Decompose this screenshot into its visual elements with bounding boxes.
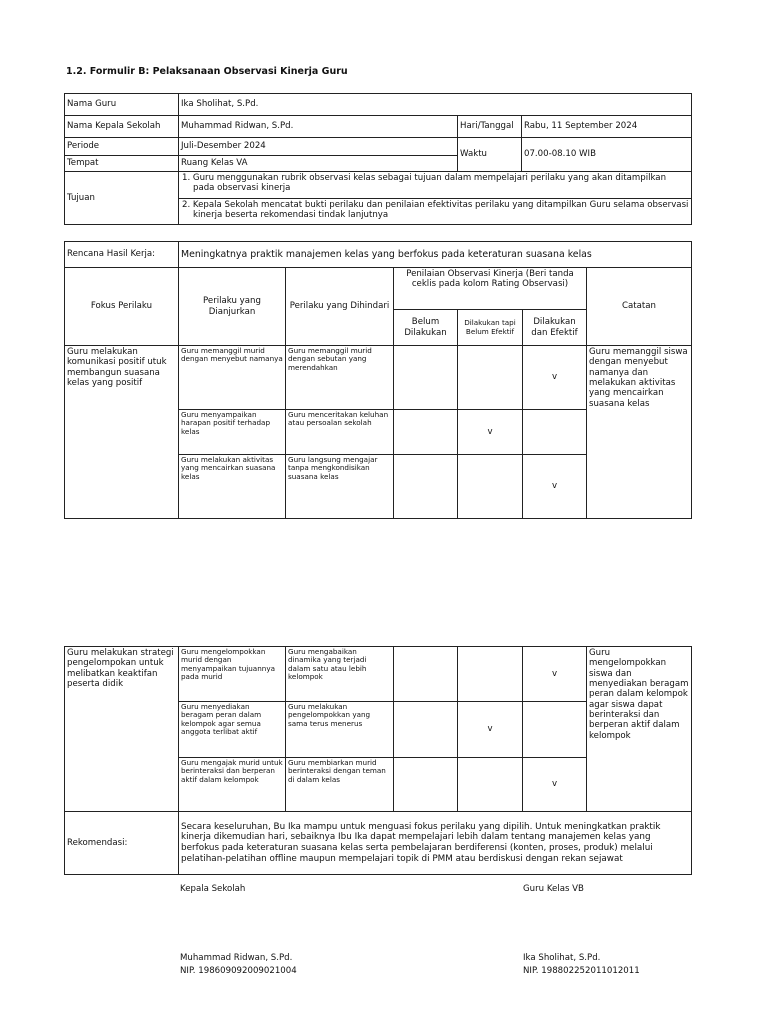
header-catatan: Catatan [587,268,692,346]
tujuan-label: Tujuan [65,172,179,225]
observation-table-2 [64,646,692,875]
rating-efektif-cell [523,410,587,455]
rating-belum-cell [394,410,458,455]
kepsek-nip: NIP. 198609092009021004 [180,966,297,976]
tujuan-item-1: 1. Guru menggunakan rubrik observasi kelas sebagai tujuan dalam mempelajari perilaku yang akan ditampilkan pada observasi kinerja [179,172,692,199]
nama-guru-label: Nama Guru [65,94,179,116]
form-title: 1.2. Formulir B: Pelaksanaan Observasi Kinerja Guru [66,66,348,77]
header-dihindari: Perilaku yang Dihindari [286,268,394,346]
rating-tapi-cell: v [458,702,523,758]
header-fokus: Fokus Perilaku [65,268,179,346]
fokus-cell-2: Guru melakukan strategi pengelompokan untuk melibatkan keaktifan peserta didik [65,647,179,812]
rekomendasi-label: Rekomendasi: [65,812,179,875]
periode-label: Periode [65,138,179,156]
rencana-label: Rencana Hasil Kerja: [65,242,179,268]
guru-nip: NIP. 198802252011012011 [523,966,640,976]
fokus-cell-1: Guru melakukan komunikasi positif utuk membangun suasana kelas yang positif [65,346,179,519]
tempat-value: Ruang Kelas VA [179,156,458,172]
rating-efektif-cell: v [523,647,587,702]
info-table [64,93,692,225]
dihindari-cell: Guru mengabaikan dinamika yang terjadi dalam satu atau lebih kelompok [286,647,394,702]
kepsek-name: Muhammad Ridwan, S.Pd. [180,953,293,963]
tujuan-item-2: 2. Kepala Sekolah mencatat bukti perilaku dan penilaian efektivitas perilaku yang ditampilkan Guru selama observasi kinerja beserta rekomendasi tindak lanjutnya [179,199,692,225]
rating-belum-cell [394,758,458,812]
rating-belum-cell [394,647,458,702]
rating-efektif-cell: v [523,758,587,812]
hari-value: Rabu, 11 September 2024 [522,116,692,138]
guru-role: Guru Kelas VB [523,884,584,894]
dihindari-cell: Guru menceritakan keluhan atau persoalan sekolah [286,410,394,455]
rating-belum-cell [394,455,458,519]
nama-guru-value: Ika Sholihat, S.Pd. [179,94,692,116]
rating-tapi-cell: v [458,410,523,455]
dianjurkan-cell: Guru memanggil murid dengan menyebut namanya [179,346,286,410]
header-efektif: Dilakukan dan Efektif [523,310,587,346]
dianjurkan-cell: Guru melakukan aktivitas yang mencairkan suasana kelas [179,455,286,519]
kepsek-role: Kepala Sekolah [180,884,246,894]
kepsek-label: Nama Kepala Sekolah [65,116,179,138]
dihindari-cell: Guru memanggil murid dengan sebutan yang merendahkan [286,346,394,410]
dianjurkan-cell: Guru menyampaikan harapan positif terhadap kelas [179,410,286,455]
dihindari-cell: Guru langsung mengajar tanpa mengkondisikan suasana kelas [286,455,394,519]
rating-efektif-cell: v [523,455,587,519]
rating-efektif-cell: v [523,346,587,410]
waktu-value: 07.00-08.10 WIB [522,138,692,172]
rating-tapi-cell [458,647,523,702]
periode-value: Juli-Desember 2024 [179,138,458,156]
rating-belum-cell [394,702,458,758]
dihindari-cell: Guru melakukan pengelompokkan yang sama terus menerus [286,702,394,758]
rating-tapi-cell [458,346,523,410]
header-dianjurkan: Perilaku yang Dianjurkan [179,268,286,346]
waktu-label: Waktu [458,138,522,172]
rating-tapi-cell [458,455,523,519]
rencana-value: Meningkatnya praktik manajemen kelas yang berfokus pada keteraturan suasana kelas [179,242,692,268]
rekomendasi-text: Secara keseluruhan, Bu Ika mampu untuk menguasi fokus perilaku yang dipilih. Untuk meningkatkan praktik kinerja dikemudian hari, sebaiknya Ibu Ika dapat mempelajari lebih dalam tentang manajemen kelas yang berfokus pada keteraturan suasana kelas serta pembelajaran berdiferensi (konten, proses, produk) melalui pelatihan-pelatihan offline maupun mempelajari topik di PMM atau berdiskusi dengan rekan sejawat [179,812,692,875]
dianjurkan-cell: Guru mengajak murid untuk berinteraksi dan berperan aktif dalam kelompok [179,758,286,812]
header-belum: Belum Dilakukan [394,310,458,346]
header-penilaian: Penilaian Observasi Kinerja (Beri tanda ceklis pada kolom Rating Observasi) [394,268,587,310]
catatan-cell-2: Guru mengelompokkan siswa dan menyediakan beragam peran dalam kelompok agar siswa dapat berinteraksi dan berperan aktif dalam kelompok [587,647,692,812]
dianjurkan-cell: Guru menyediakan beragam peran dalam kelompok agar semua anggota terlibat aktif [179,702,286,758]
guru-name: Ika Sholihat, S.Pd. [523,953,601,963]
dihindari-cell: Guru membiarkan murid berinteraksi dengan teman di dalam kelas [286,758,394,812]
kepsek-value: Muhammad Ridwan, S.Pd. [179,116,458,138]
observation-table-1 [64,241,692,519]
header-tapi: Dilakukan tapi Belum Efektif [458,310,523,346]
hari-label: Hari/Tanggal [458,116,522,138]
dianjurkan-cell: Guru mengelompokkan murid dengan menyampaikan tujuannya pada murid [179,647,286,702]
catatan-cell-1: Guru memanggil siswa dengan menyebut namanya dan melakukan aktivitas yang mencairkan suasana kelas [587,346,692,519]
rating-belum-cell [394,346,458,410]
rating-tapi-cell [458,758,523,812]
tempat-label: Tempat [65,156,179,172]
rating-efektif-cell [523,702,587,758]
